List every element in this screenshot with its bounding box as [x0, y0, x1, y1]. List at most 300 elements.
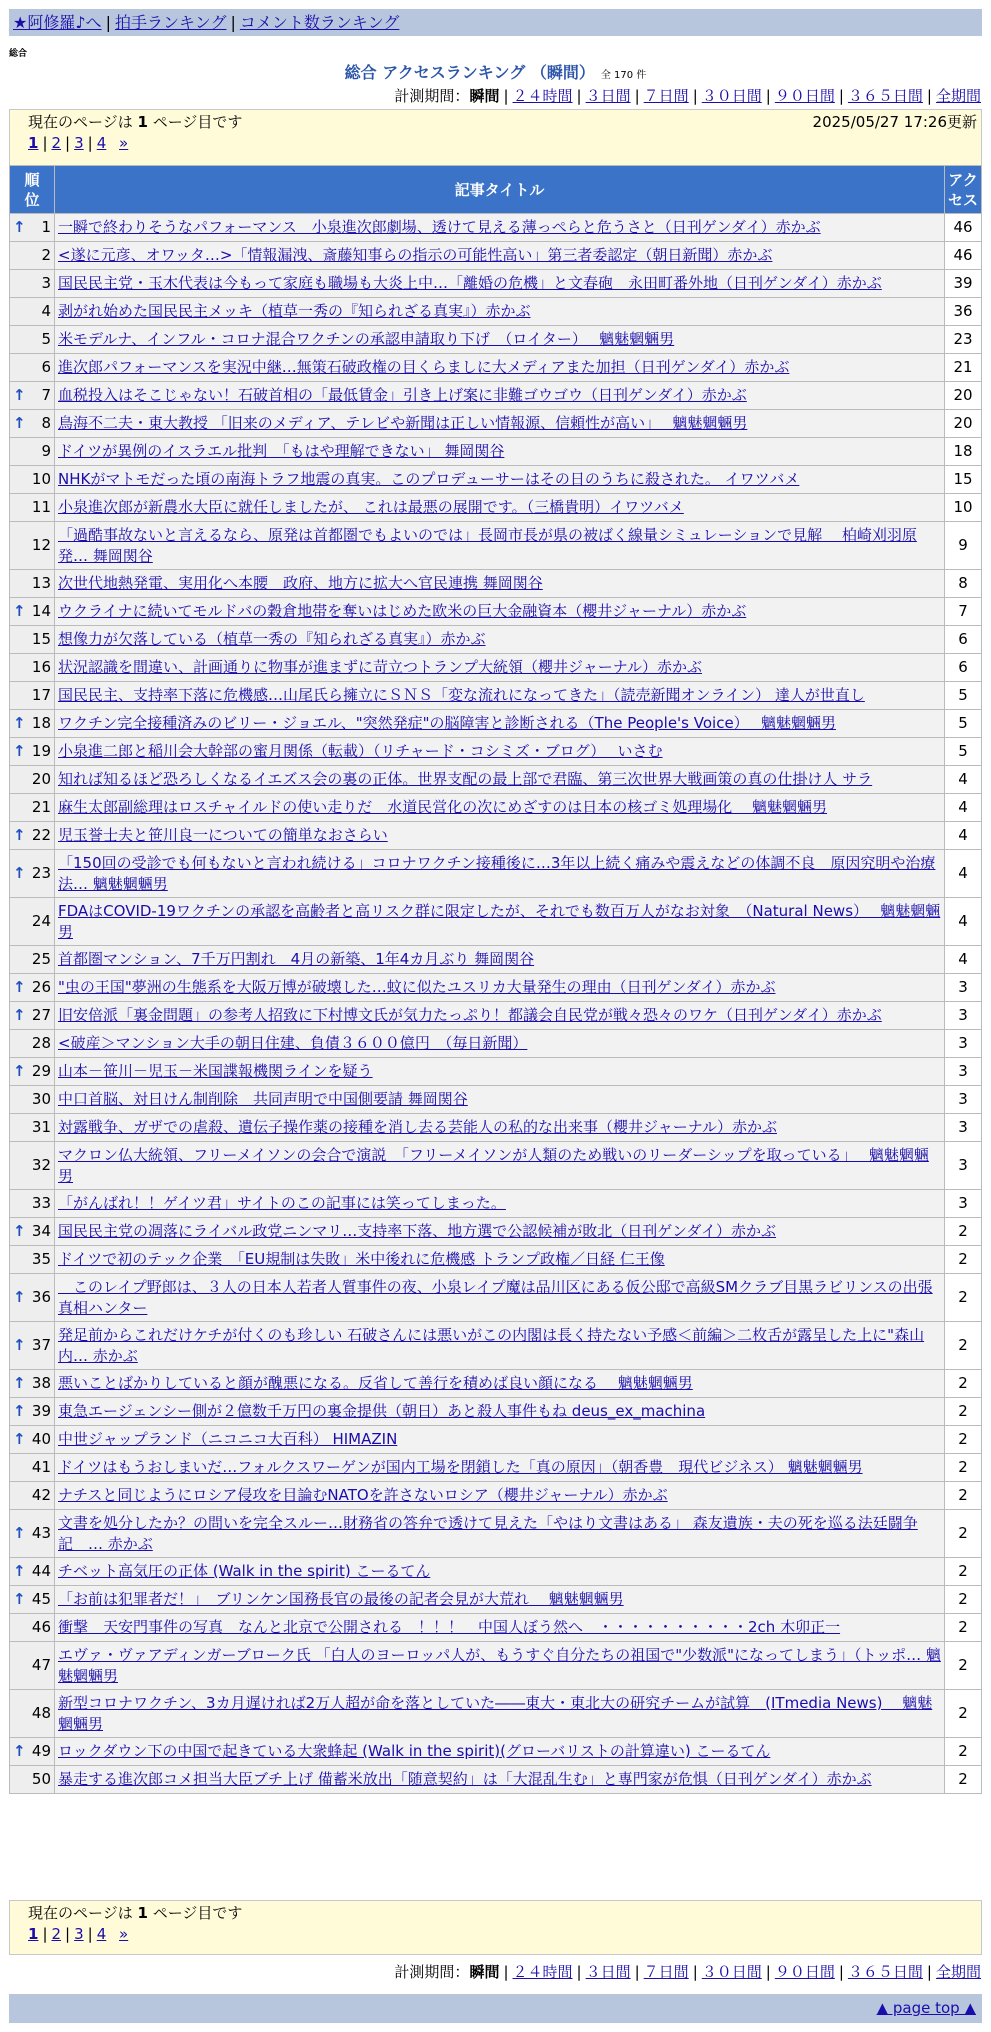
- page-link-3[interactable]: 3: [74, 134, 84, 152]
- rank-cell: [10, 822, 55, 850]
- title-cell: [55, 682, 945, 710]
- access-count: 2: [945, 1614, 982, 1642]
- page-link-4[interactable]: 4: [96, 134, 107, 152]
- page-links: [28, 1924, 971, 1945]
- article-title-link[interactable]: 状況認識を間違い、計画通りに物事が進まずに苛立つトランプ大統領（櫻井ジャーナル）赤かぶ: [58, 658, 702, 676]
- article-title-link[interactable]: 小泉進二郎と稲川会大幹部の蜜月関係（転載）（リチャード・コシミズ・ブログ） いさむ: [58, 742, 663, 760]
- total-count: 全 170 件: [600, 70, 647, 81]
- rank-cell: [10, 626, 55, 654]
- period-option-link[interactable]: ２４時間: [512, 87, 573, 105]
- rank-number: 14: [31, 602, 51, 620]
- table-row: [10, 946, 982, 974]
- title-cell: [55, 1322, 945, 1370]
- page-separator: [106, 134, 119, 152]
- article-title-link[interactable]: 想像力が欠落している（植草一秀の『知られざる真実』）赤かぶ: [58, 630, 486, 648]
- article-title-link[interactable]: 米モデルナ、インフル・コロナ混合ワクチンの承認申請取り下げ （ロイター） 魑魅魍魎男: [58, 330, 675, 348]
- up-arrow-icon: ↑: [13, 978, 26, 996]
- applause-ranking-link[interactable]: 拍手ランキング: [114, 13, 227, 32]
- period-separator: |: [634, 87, 640, 105]
- rank-number: 36: [31, 1288, 51, 1306]
- table-row: [10, 382, 982, 410]
- access-count: 46: [945, 242, 982, 270]
- access-count: 2: [945, 1558, 982, 1586]
- up-arrow-icon: ↑: [13, 864, 26, 882]
- article-title-link[interactable]: 麻生太郎副総理はロスチャイルドの使い走りだ 水道民営化の次にめざすのは日本の核ゴミ処理場化 魑魅魍魎男: [58, 798, 828, 816]
- title-cell: [55, 1738, 945, 1766]
- period-option-link[interactable]: ３６５日間: [847, 87, 923, 105]
- page-separator: [106, 1925, 119, 1943]
- period-option-link[interactable]: ９０日間: [774, 1963, 835, 1981]
- rank-number: 28: [31, 1034, 51, 1052]
- table-row: [10, 1274, 982, 1322]
- table-row: [10, 1586, 982, 1614]
- period-separator: |: [503, 1963, 509, 1981]
- article-title-link[interactable]: ドイツで初のテック企業 「EU規制は失敗」米中後れに危機感 トランプ政権／日経 仁王像: [58, 1250, 665, 1268]
- access-count: 2: [945, 1766, 982, 1794]
- period-separator: |: [926, 87, 932, 105]
- article-title-link[interactable]: 山本－笹川－児玉－米国諜報機関ラインを疑う: [58, 1062, 373, 1080]
- rank-cell: [10, 898, 55, 946]
- rank-number: 46: [31, 1618, 51, 1636]
- table-row: [10, 1190, 982, 1218]
- table-row: [10, 1142, 982, 1190]
- rank-cell: [10, 298, 55, 326]
- rank-number: 34: [31, 1222, 51, 1240]
- ranking-table-body: [10, 214, 982, 1794]
- period-current: 瞬間: [469, 1963, 500, 1981]
- title-cell: [55, 1030, 945, 1058]
- period-option-link[interactable]: ３日間: [585, 87, 631, 105]
- table-row: [10, 1370, 982, 1398]
- title-cell: [55, 1614, 945, 1642]
- title-cell: [55, 946, 945, 974]
- up-arrow-icon: ↑: [13, 1402, 26, 1420]
- rank-cell: [10, 1482, 55, 1510]
- table-row: [10, 326, 982, 354]
- home-link[interactable]: ★阿修羅♪へ: [13, 13, 102, 32]
- title-cell: [55, 1370, 945, 1398]
- article-title-link[interactable]: エヴァ・ヴァアディンガーブローク氏 「白人のヨーロッパ人が、もうすぐ自分たちの祖国で"少数派"になってしまう」（トッポ… 魑魅魍魎男: [58, 1645, 941, 1685]
- rank-cell: [10, 466, 55, 494]
- rank-number: 35: [31, 1250, 51, 1268]
- rank-cell: [10, 1274, 55, 1322]
- rank-cell: [10, 794, 55, 822]
- title-cell: [55, 270, 945, 298]
- rank-cell: [10, 1586, 55, 1614]
- current-page-prefix: 現在のページは: [28, 113, 138, 131]
- rank-number: 33: [31, 1194, 51, 1212]
- rank-number: 48: [31, 1704, 51, 1722]
- article-title-link[interactable]: 衝撃 天安門事件の写真 なんと北京で公開される ！！！ 中国人ぼう然へ ・・・・・・・・・・2ch 木卯正一: [58, 1618, 841, 1636]
- period-separator: |: [765, 1963, 771, 1981]
- title-cell: [55, 710, 945, 738]
- rank-cell: [10, 1558, 55, 1586]
- rank-column-header: 順位: [10, 166, 55, 214]
- up-arrow-icon: ↑: [13, 1288, 26, 1306]
- rank-cell: [10, 326, 55, 354]
- table-row: [10, 298, 982, 326]
- up-arrow-icon: ↑: [13, 1006, 26, 1024]
- table-row: [10, 1058, 982, 1086]
- title-cell: [55, 1482, 945, 1510]
- page-link-2[interactable]: 2: [51, 1925, 62, 1943]
- rank-number: 12: [31, 536, 51, 554]
- article-title-link[interactable]: 国民民主党の凋落にライバル政党ニンマリ…支持率下落、地方選で公認候補が敗北（日刊ゲンダイ）赤かぶ: [58, 1222, 777, 1240]
- rank-number: 43: [31, 1524, 51, 1542]
- access-count: 3: [945, 1190, 982, 1218]
- article-title-link[interactable]: 「150回の受診でも何もないと言われ続ける」コロナワクチン接種後に…3年以上続く痛みや震えなどの体調不良 原因究明や治療法… 魑魅魍魎男: [58, 853, 936, 893]
- rank-cell: [10, 710, 55, 738]
- title-cell: [55, 326, 945, 354]
- next-page-link[interactable]: »: [119, 1925, 129, 1943]
- table-row: [10, 598, 982, 626]
- period-separator: |: [576, 87, 582, 105]
- article-title-link[interactable]: ワクチン完全接種済みのビリー・ジョエル、"突然発症"の脳障害と診断される（The People's Voice） 魑魅魍魎男: [58, 714, 836, 732]
- table-row: [10, 766, 982, 794]
- page-link-2[interactable]: 2: [51, 134, 62, 152]
- table-row: [10, 738, 982, 766]
- rank-cell: [10, 1738, 55, 1766]
- title-cell: [55, 1274, 945, 1322]
- rank-cell: [10, 1614, 55, 1642]
- period-option-link[interactable]: ３日間: [585, 1963, 631, 1981]
- rank-number: 9: [41, 442, 51, 460]
- title-cell: [55, 1642, 945, 1690]
- period-current: 瞬間: [469, 87, 500, 105]
- access-count: 5: [945, 682, 982, 710]
- period-option-link[interactable]: ３６５日間: [847, 1963, 923, 1981]
- access-count: 8: [945, 570, 982, 598]
- article-title-link[interactable]: ドイツが異例のイスラエル批判 「もはや理解できない」 舞岡関谷: [58, 442, 505, 460]
- article-title-link[interactable]: マクロン仏大統領、フリーメイソンの会合で演説 「フリーメイソンが人類のため戦いのリーダーシップを取っている」 魑魅魍魎男: [58, 1145, 929, 1185]
- article-title-link[interactable]: 暴走する進次郎コメ担当大臣ブチ上げ 備蓄米放出「随意契約」は「大混乱生む」と専門家が危惧（日刊ゲンダイ）赤かぶ: [58, 1770, 872, 1788]
- article-title-link[interactable]: 児玉誉士夫と笹川良一についての簡単なおさらい: [58, 826, 388, 844]
- article-title-link[interactable]: 悪いことばかりしていると顔が醜悪になる。反省して善行を積めば良い顔になる 魑魅魍魎男: [58, 1374, 693, 1392]
- article-title-link[interactable]: 中世ジャップランド（ニコニコ大百科） HIMAZIN: [58, 1430, 398, 1448]
- page-links: [28, 133, 971, 154]
- access-count: 2: [945, 1426, 982, 1454]
- rank-cell: [10, 1030, 55, 1058]
- article-title-link[interactable]: このレイプ野郎は、３人の日本人若者人質事件の夜、小泉レイプ魔は品川区にある仮公邸で高級SMクラブ目黒ラビリンスの出張 真相ハンター: [58, 1277, 933, 1317]
- table-row: [10, 494, 982, 522]
- rank-number: 7: [41, 386, 51, 404]
- up-arrow-icon: ↑: [13, 414, 26, 432]
- title-cell: [55, 1454, 945, 1482]
- up-arrow-icon: ↑: [13, 1062, 26, 1080]
- comment-ranking-link[interactable]: コメント数ランキング: [239, 13, 400, 32]
- article-title-link[interactable]: FDAはCOVID-19ワクチンの承認を高齢者と高リスク群に限定したが、それでも数百万人がなお対象 （Natural News） 魑魅魍魎男: [58, 901, 941, 941]
- period-selector-bottom: [394, 1962, 981, 1982]
- rank-cell: [10, 410, 55, 438]
- period-option-link[interactable]: ７日間: [643, 1963, 689, 1981]
- article-title-link[interactable]: ナチスと同じようにロシア侵攻を目論むNATOを許さないロシア（櫻井ジャーナル）赤かぶ: [58, 1486, 668, 1504]
- rank-number: 29: [31, 1062, 51, 1080]
- article-title-link[interactable]: 鳥海不二夫・東大教授 「旧来のメディア、テレビや新聞は正しい情報源、信頼性が高い」 魑魅魍魎男: [58, 414, 748, 432]
- period-option-link[interactable]: ９０日間: [774, 87, 835, 105]
- table-row: [10, 1322, 982, 1370]
- access-count: 20: [945, 382, 982, 410]
- up-arrow-icon: ↑: [13, 1222, 26, 1240]
- title-cell: [55, 1766, 945, 1794]
- access-count: 6: [945, 626, 982, 654]
- ranking-heading: [0, 63, 991, 86]
- ranking-table: [9, 165, 982, 1794]
- page-separator: |: [87, 1925, 93, 1943]
- rank-cell: [10, 438, 55, 466]
- title-cell: [55, 1246, 945, 1274]
- period-option-link[interactable]: 全期間: [935, 1963, 981, 1981]
- current-page-number: 1: [137, 1904, 148, 1922]
- table-row: [10, 682, 982, 710]
- access-count: 3: [945, 1058, 982, 1086]
- up-arrow-icon: ↑: [13, 386, 26, 404]
- article-title-link[interactable]: 対露戦争、ガザでの虐殺、遺伝子操作薬の接種を消し去る芸能人の私的な出来事（櫻井ジャーナル）赤かぶ: [58, 1118, 777, 1136]
- access-count: 7: [945, 598, 982, 626]
- title-cell: [55, 466, 945, 494]
- title-cell: [55, 1426, 945, 1454]
- article-title-link[interactable]: 次世代地熱発電、実用化へ本腰 政府、地方に拡大へ官民連携 舞岡関谷: [58, 574, 543, 592]
- period-separator: |: [503, 87, 509, 105]
- access-count: 4: [945, 822, 982, 850]
- access-count: 36: [945, 298, 982, 326]
- title-cell: [55, 522, 945, 570]
- rank-number: 16: [31, 658, 51, 676]
- page-link-1[interactable]: 1: [28, 134, 39, 152]
- title-cell: [55, 1510, 945, 1558]
- table-row: [10, 354, 982, 382]
- access-count: 2: [945, 1738, 982, 1766]
- table-row: [10, 794, 982, 822]
- access-count: 4: [945, 794, 982, 822]
- table-row: [10, 822, 982, 850]
- page-top-link[interactable]: ▲ page top ▲: [876, 1999, 976, 2017]
- rank-cell: [10, 1114, 55, 1142]
- table-row: [10, 1218, 982, 1246]
- access-count: 3: [945, 1114, 982, 1142]
- rank-cell: [10, 522, 55, 570]
- up-arrow-icon: ↑: [13, 1562, 26, 1580]
- rank-number: 37: [31, 1336, 51, 1354]
- period-option-link[interactable]: 全期間: [935, 87, 981, 105]
- table-row: [10, 654, 982, 682]
- up-arrow-icon: ↑: [13, 1742, 26, 1760]
- rank-cell: [10, 1690, 55, 1738]
- rank-cell: [10, 214, 55, 242]
- title-cell: [55, 1142, 945, 1190]
- next-page-link[interactable]: »: [119, 134, 129, 152]
- rank-number: 40: [31, 1430, 51, 1448]
- access-count: 6: [945, 654, 982, 682]
- table-row: [10, 1690, 982, 1738]
- article-title-link[interactable]: 首都圏マンション、7千万円割れ 4月の新築、1年4カ月ぶり 舞岡関谷: [58, 950, 535, 968]
- rank-number: 31: [31, 1118, 51, 1136]
- access-count: 4: [945, 850, 982, 898]
- table-row: [10, 626, 982, 654]
- title-cell: [55, 738, 945, 766]
- up-arrow-icon: ↑: [13, 826, 26, 844]
- article-title-link[interactable]: 東急エージェンシー側が２億数千万円の裏金提供（朝日）あと殺人事件もね deus_ex_machina: [58, 1402, 706, 1420]
- rank-number: 8: [41, 414, 51, 432]
- rank-number: 13: [31, 574, 51, 592]
- access-count: 2: [945, 1218, 982, 1246]
- rank-number: 41: [31, 1458, 51, 1476]
- access-count: 23: [945, 326, 982, 354]
- article-title-link[interactable]: 一瞬で終わりそうなパフォーマンス 小泉進次郎劇場、透けて見える薄っぺらと危うさと（日刊ゲンダイ）赤かぶ: [58, 218, 821, 236]
- title-cell: [55, 850, 945, 898]
- access-count: 2: [945, 1642, 982, 1690]
- up-arrow-icon: ↑: [13, 742, 26, 760]
- title-cell: [55, 1058, 945, 1086]
- access-count: 2: [945, 1370, 982, 1398]
- rank-number: 5: [41, 330, 51, 348]
- rank-cell: [10, 1322, 55, 1370]
- page-link-4[interactable]: 4: [96, 1925, 107, 1943]
- article-title-link[interactable]: 「がんばれ！！ゲイツ君」サイトのこの記事には笑ってしまった。: [58, 1194, 506, 1212]
- title-cell: [55, 794, 945, 822]
- period-option-link[interactable]: ３０日間: [701, 87, 762, 105]
- article-title-link[interactable]: NHKがマトモだった頃の南海トラフ地震の真実。このプロデューサーはその日のうちに殺された。 イワツバメ: [58, 470, 800, 488]
- table-row: [10, 1454, 982, 1482]
- access-count: 2: [945, 1322, 982, 1370]
- access-count: 39: [945, 270, 982, 298]
- rank-cell: [10, 654, 55, 682]
- table-row: [10, 1738, 982, 1766]
- rank-cell: [10, 1002, 55, 1030]
- rank-number: 3: [41, 274, 51, 292]
- rank-cell: [10, 1370, 55, 1398]
- access-count: 2: [945, 1398, 982, 1426]
- current-page-prefix: 現在のページは: [28, 1904, 138, 1922]
- category-label: 総合: [9, 49, 28, 59]
- article-title-link[interactable]: 血税投入はそこじゃない！石破首相の「最低賃金」引き上げ案に非難ゴウゴウ（日刊ゲンダイ）赤かぶ: [58, 386, 747, 404]
- rank-cell: [10, 766, 55, 794]
- access-count: 2: [945, 1274, 982, 1322]
- rank-number: 38: [31, 1374, 51, 1392]
- access-count: 46: [945, 214, 982, 242]
- access-count: 4: [945, 898, 982, 946]
- article-title-link[interactable]: 旧安倍派「裏金問題」の参考人招致に下村博文氏が気力たっぷり！都議会自民党が戦々恐々のワケ（日刊ゲンダイ）赤かぶ: [58, 1006, 882, 1024]
- page-link-3[interactable]: 3: [74, 1925, 84, 1943]
- page-link-1[interactable]: 1: [28, 1925, 39, 1943]
- article-title-link[interactable]: 知れば知るほど恐ろしくなるイエズス会の裏の正体。世界支配の最上部で君臨、第三次世界大戦画策の真の仕掛け人 サラ: [58, 770, 873, 788]
- table-row: [10, 1558, 982, 1586]
- access-count: 5: [945, 738, 982, 766]
- rank-cell: [10, 1190, 55, 1218]
- article-title-link[interactable]: 発足前からこれだけケチが付くのも珍しい 石破さんには悪いがこの内閣は長く持たない予感＜前編＞二枚舌が露呈した上に"森山内… 赤かぶ: [58, 1325, 925, 1365]
- period-label: 計測期間：: [394, 1963, 470, 1981]
- rank-number: 49: [31, 1742, 51, 1760]
- title-cell: [55, 382, 945, 410]
- rank-number: 24: [31, 912, 51, 930]
- table-row: [10, 1030, 982, 1058]
- access-count: 4: [945, 946, 982, 974]
- rank-cell: [10, 1510, 55, 1558]
- article-title-link[interactable]: 「お前は犯罪者だ！」 ブリンケン国務長官の最後の記者会見が大荒れ 魑魅魍魎男: [58, 1590, 624, 1608]
- table-row: [10, 1086, 982, 1114]
- rank-number: 15: [31, 630, 51, 648]
- rank-number: 10: [31, 470, 51, 488]
- table-row: [10, 1510, 982, 1558]
- title-cell: [55, 1218, 945, 1246]
- title-cell: [55, 898, 945, 946]
- rank-number: 30: [31, 1090, 51, 1108]
- title-cell: [55, 410, 945, 438]
- article-title-link[interactable]: <破産＞マンション大手の朝日住建、負債３６００億円 （毎日新聞）: [58, 1034, 528, 1052]
- rank-cell: [10, 354, 55, 382]
- table-row: [10, 570, 982, 598]
- title-cell: [55, 822, 945, 850]
- access-count: 3: [945, 974, 982, 1002]
- title-cell: [55, 654, 945, 682]
- period-separator: |: [765, 87, 771, 105]
- nav-separator: |: [230, 13, 236, 32]
- table-row: [10, 438, 982, 466]
- nav-separator: |: [105, 13, 111, 32]
- rank-number: 19: [31, 742, 51, 760]
- access-count: 3: [945, 1086, 982, 1114]
- period-option-link[interactable]: ２４時間: [512, 1963, 573, 1981]
- rank-number: 32: [31, 1156, 51, 1174]
- access-column-header: アクセス: [945, 166, 982, 214]
- title-cell: [55, 1586, 945, 1614]
- article-title-link[interactable]: チベット高気圧の正体 (Walk in the spirit) こーるてん: [58, 1562, 431, 1580]
- access-count: 2: [945, 1690, 982, 1738]
- table-row: [10, 1114, 982, 1142]
- period-label: 計測期間：: [394, 87, 470, 105]
- rank-number: 1: [41, 218, 51, 236]
- article-title-link[interactable]: 中口首脳、対日けん制削除 共同声明で中国側要請 舞岡関谷: [58, 1090, 468, 1108]
- article-title-link[interactable]: ウクライナに続いてモルドバの穀倉地帯を奪いはじめた欧米の巨大金融資本（櫻井ジャーナル）赤かぶ: [58, 602, 747, 620]
- access-count: 3: [945, 1142, 982, 1190]
- table-row: [10, 410, 982, 438]
- table-row: [10, 1482, 982, 1510]
- pager-top: [9, 109, 982, 166]
- article-title-link[interactable]: <遂に元彦、オワッタ…>「情報漏洩、斎藤知事らの指示の可能性高い」第三者委認定（朝日新聞）赤かぶ: [58, 246, 773, 264]
- article-title-link[interactable]: 国民民主、支持率下落に危機感…山尾氏ら擁立にＳＮＳ「変な流れになってきた」（読売新聞オンライン） 達人が世直し: [58, 686, 865, 704]
- rank-cell: [10, 1246, 55, 1274]
- rank-number: 11: [31, 498, 51, 516]
- period-separator: |: [634, 1963, 640, 1981]
- title-cell: [55, 1086, 945, 1114]
- article-title-link[interactable]: 新型コロナワクチン、3カ月遅ければ2万人超が命を落としていた――東大・東北大の研究チームが試算 (ITmedia News) 魑魅魍魎男: [58, 1693, 933, 1733]
- article-title-link[interactable]: 進次郎パフォーマンスを実況中継…無策石破政権の目くらましに大メディアまた加担（日刊ゲンダイ）赤かぶ: [58, 358, 790, 376]
- title-cell: [55, 570, 945, 598]
- article-title-link[interactable]: ドイツはもうおしまいだ…フォルクスワーゲンが国内工場を閉鎖した「真の原因」（朝香豊 現代ビジネス） 魑魅魍魎男: [58, 1458, 863, 1476]
- article-title-link[interactable]: 文書を処分したか？の問いを完全スルー…財務省の答弁で透けて見えた「やはり文書はある」 森友遺族・夫の死を巡る法廷闘争記 … 赤かぶ: [58, 1513, 918, 1553]
- rank-number: 6: [41, 358, 51, 376]
- rank-number: 25: [31, 950, 51, 968]
- rank-cell: [10, 382, 55, 410]
- current-page-suffix: ページ目です: [147, 113, 243, 131]
- article-title-link[interactable]: 小泉進次郎が新農水大臣に就任しましたが、 これは最悪の展開です。（三橋貴明）イワツバメ: [58, 498, 684, 516]
- title-cell: [55, 1114, 945, 1142]
- access-count: 10: [945, 494, 982, 522]
- rank-cell: [10, 1398, 55, 1426]
- title-cell: [55, 354, 945, 382]
- article-title-link[interactable]: "虫の王国"夢洲の生態系を大阪万博が破壊した…蚊に似たユスリカ大量発生の理由（日刊ゲンダイ）赤かぶ: [58, 978, 776, 996]
- period-option-link[interactable]: ７日間: [643, 87, 689, 105]
- page-separator: |: [42, 1925, 48, 1943]
- period-option-link[interactable]: ３０日間: [701, 1963, 762, 1981]
- access-count: 2: [945, 1586, 982, 1614]
- period-separator: |: [838, 1963, 844, 1981]
- article-title-link[interactable]: 「過酷事故ないと言えるなら、原発は首都圏でもよいのでは」長岡市長が県の被ばく線量シミュレーションで見解 柏崎刈羽原発… 舞岡関谷: [58, 525, 917, 565]
- article-title-link[interactable]: ロックダウン下の中国で起きている大衆蜂起 (Walk in the spirit)(グローバリストの計算違い) こーるてん: [58, 1742, 771, 1760]
- current-page-suffix: ページ目です: [147, 1904, 243, 1922]
- article-title-link[interactable]: 剥がれ始めた国民民主メッキ（植草一秀の『知られざる真実』）赤かぶ: [58, 302, 531, 320]
- article-title-link[interactable]: 国民民主党・玉木代表は今もって家庭も職場も大炎上中…「離婚の危機」と文春砲 永田町番外地（日刊ゲンダイ）赤かぶ: [58, 274, 882, 292]
- title-cell: [55, 438, 945, 466]
